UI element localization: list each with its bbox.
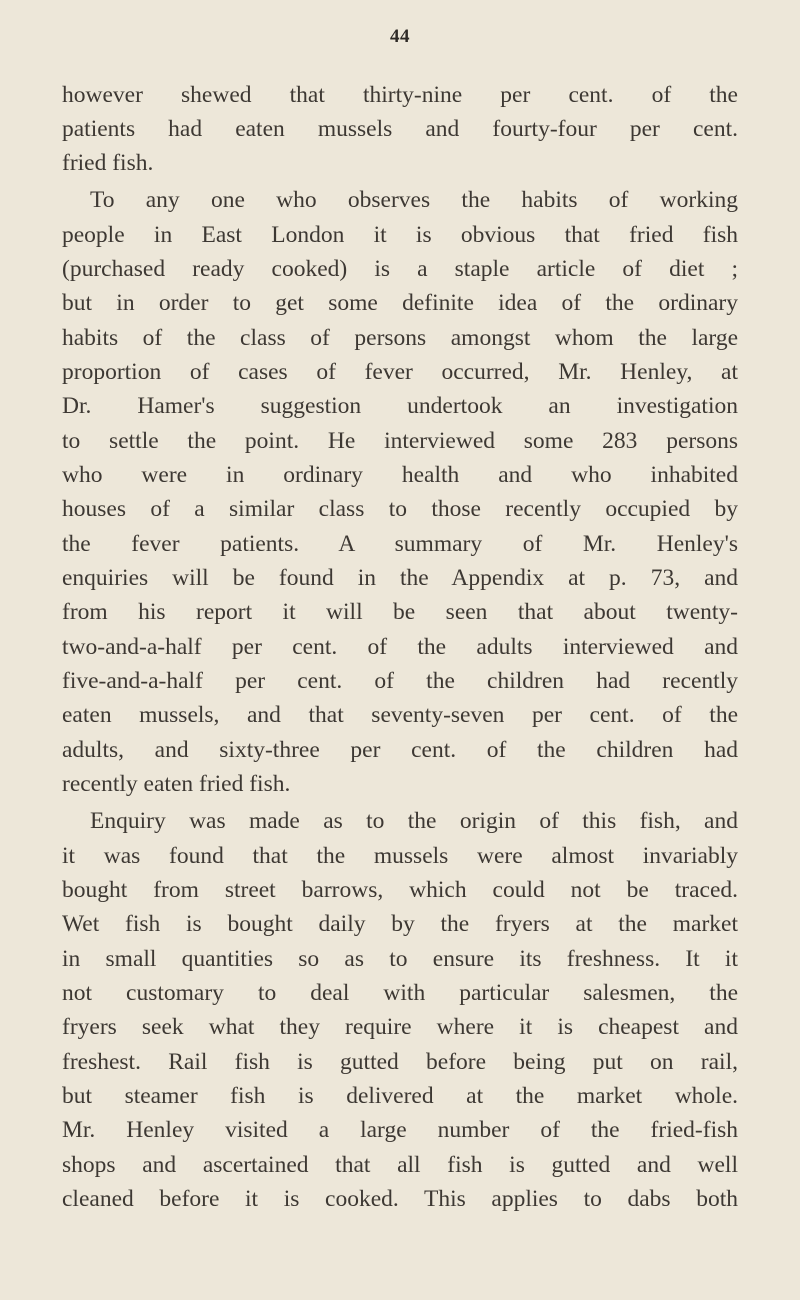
text-line: bought from street barrows, which could not be traced. <box>62 877 738 903</box>
paragraph-start-line: Enquiry was made as to the origin of this fish, and <box>90 808 738 834</box>
text-line: recently eaten fried fish. <box>62 771 291 797</box>
text-line: it was found that the mussels were almost invariably <box>62 843 738 869</box>
text-line: shops and ascertained that all fish is gutted and well <box>62 1152 738 1178</box>
text-line: people in East London it is obvious that fried fish <box>62 222 738 248</box>
text-line: Mr. Henley visited a large number of the fried-fish <box>62 1117 738 1143</box>
text-line: fried fish. <box>62 150 154 176</box>
text-line: but in order to get some definite idea of the ordinary <box>62 290 738 316</box>
text-line: two-and-a-half per cent. of the adults interviewed and <box>62 634 738 660</box>
text-line: proportion of cases of fever occurred, Mr. Henley, at <box>62 359 738 385</box>
text-line: patients had eaten mussels and fourty-four per cent. <box>62 116 738 142</box>
text-line: but steamer fish is delivered at the market whole. <box>62 1083 738 1109</box>
text-line: in small quantities so as to ensure its freshness. It it <box>62 946 738 972</box>
text-line: freshest. Rail fish is gutted before being put on rail, <box>62 1049 738 1075</box>
page-number: 44 <box>390 26 410 47</box>
text-line: adults, and sixty-three per cent. of the children had <box>62 737 738 763</box>
text-line: Wet fish is bought daily by the fryers at the market <box>62 911 738 937</box>
text-line: houses of a similar class to those recently occupied by <box>62 496 738 522</box>
text-line: Dr. Hamer's suggestion undertook an investigation <box>62 393 738 419</box>
text-line: (purchased ready cooked) is a staple article of diet ; <box>62 256 738 282</box>
text-line: to settle the point. He interviewed some 283 persons <box>62 428 738 454</box>
text-line: habits of the class of persons amongst whom the large <box>62 325 738 351</box>
text-line: fryers seek what they require where it is cheapest and <box>62 1014 738 1040</box>
paragraph-start-line: To any one who observes the habits of working <box>90 187 738 213</box>
text-line: however shewed that thirty-nine per cent. of the <box>62 82 738 108</box>
text-line: the fever patients. A summary of Mr. Henley's <box>62 531 738 557</box>
text-line: five-and-a-half per cent. of the children had recently <box>62 668 738 694</box>
text-line: cleaned before it is cooked. This applies to dabs both <box>62 1186 738 1212</box>
text-line: who were in ordinary health and who inhabited <box>62 462 738 488</box>
text-line: enquiries will be found in the Appendix at p. 73, and <box>62 565 738 591</box>
text-line: from his report it will be seen that about twenty- <box>62 599 738 625</box>
text-line: eaten mussels, and that seventy-seven per cent. of the <box>62 702 738 728</box>
text-line: not customary to deal with particular salesmen, the <box>62 980 738 1006</box>
